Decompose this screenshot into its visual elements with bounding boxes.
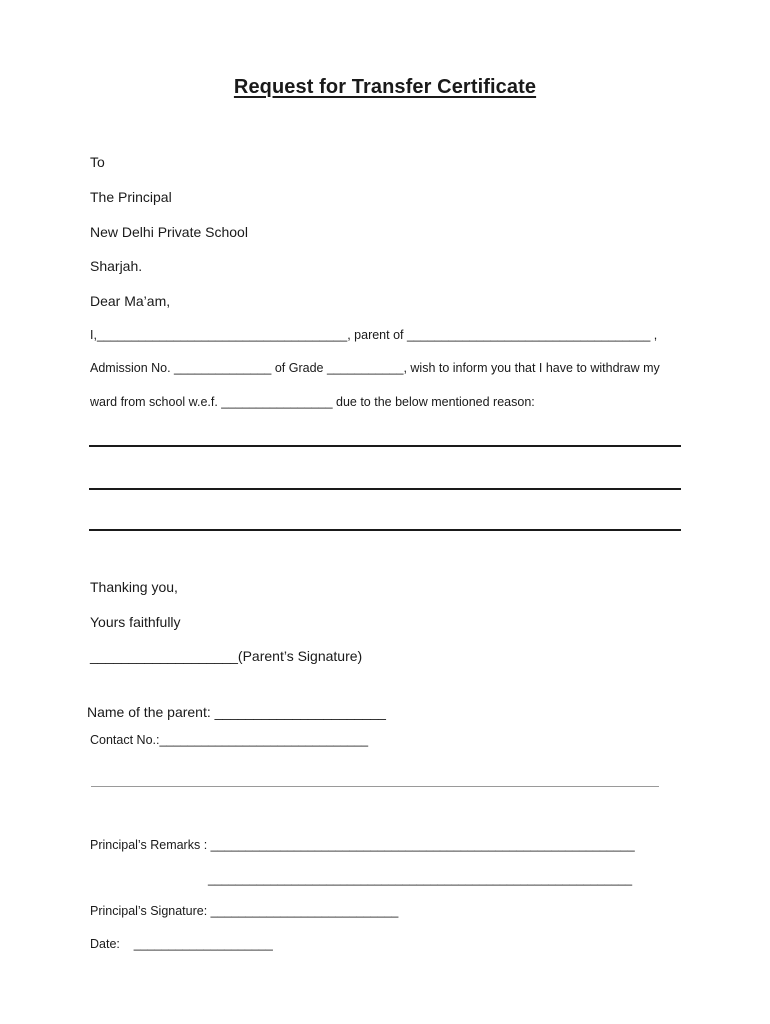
reason-line-2 — [89, 488, 681, 490]
body-line-ward: ward from school w.e.f. ________________ due to the below mentioned reason: — [90, 395, 535, 409]
principal-remarks-continuation: _____________________________________________________________ — [208, 872, 633, 886]
address-recipient: The Principal — [90, 189, 172, 205]
body-line-admission: Admission No. ______________ of Grade ___________, wish to inform you that I have to withdraw my — [90, 361, 660, 375]
parent-contact-line: Contact No.:______________________________ — [90, 733, 369, 747]
section-divider — [91, 786, 659, 787]
parent-name-line: Name of the parent: ______________________ — [87, 704, 386, 720]
parent-signature-line: ___________________(Parent’s Signature) — [90, 648, 363, 664]
closing-thanks: Thanking you, — [90, 579, 178, 595]
closing-yours: Yours faithfully — [90, 614, 181, 630]
address-school: New Delhi Private School — [90, 224, 248, 240]
reason-line-1 — [89, 445, 681, 447]
body-line-parent: I,____________________________________, parent of ___________________________________ , — [90, 328, 658, 342]
principal-remarks-line: Principal’s Remarks : _____________________________________________________________ — [90, 838, 635, 852]
salutation: Dear Ma’am, — [90, 293, 171, 309]
form-title: Request for Transfer Certificate — [233, 76, 537, 98]
principal-signature-line: Principal’s Signature: ___________________________ — [90, 904, 399, 918]
address-to: To — [90, 154, 105, 170]
reason-line-3 — [89, 529, 681, 531]
date-line: Date: ____________________ — [90, 937, 273, 951]
address-city: Sharjah. — [90, 258, 143, 274]
